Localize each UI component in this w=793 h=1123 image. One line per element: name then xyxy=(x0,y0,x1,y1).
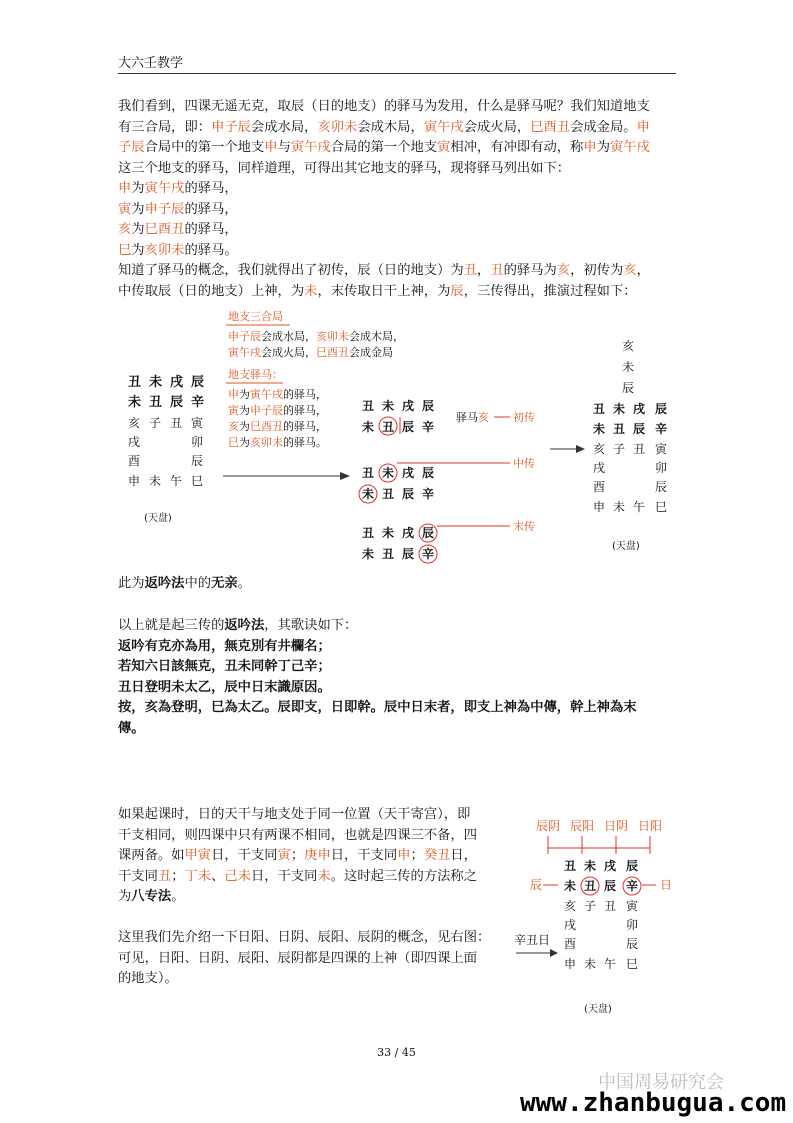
svg-text:中传: 中传 xyxy=(513,457,535,470)
svg-text:丑: 丑 xyxy=(564,859,577,873)
svg-text:辛: 辛 xyxy=(422,487,435,501)
svg-text:辰: 辰 xyxy=(170,395,184,410)
svg-text:未: 未 xyxy=(362,420,375,434)
yin-yang-figure xyxy=(510,808,680,1023)
page-number: 33 / 45 xyxy=(377,1046,416,1059)
svg-text:丑: 丑 xyxy=(170,416,183,430)
svg-text:卯: 卯 xyxy=(191,435,204,449)
svg-text:丑: 丑 xyxy=(382,487,395,501)
svg-text:戌: 戌 xyxy=(564,918,577,932)
svg-text:亥: 亥 xyxy=(593,442,606,456)
svg-text:未: 未 xyxy=(128,395,142,410)
svg-text:未: 未 xyxy=(382,526,395,540)
svg-text:巳: 巳 xyxy=(191,474,204,488)
svg-text:寅: 寅 xyxy=(191,416,204,430)
svg-text:未: 未 xyxy=(593,422,606,436)
svg-text:亥: 亥 xyxy=(128,416,141,430)
svg-text:子: 子 xyxy=(149,416,162,430)
svg-text:未: 未 xyxy=(564,879,577,893)
svg-text:申为寅午戌的驿马，: 申为寅午戌的驿马， xyxy=(228,388,327,401)
svg-text:辰: 辰 xyxy=(191,375,205,390)
svg-text:丑: 丑 xyxy=(362,466,375,480)
svg-text:辰阳: 辰阳 xyxy=(570,819,595,833)
svg-text:辰: 辰 xyxy=(655,480,668,494)
arrow-icon xyxy=(340,472,350,480)
svg-text:未: 未 xyxy=(584,957,597,971)
svg-text:辰: 辰 xyxy=(633,422,646,436)
svg-text:辰: 辰 xyxy=(191,454,204,468)
svg-text:戌: 戌 xyxy=(402,399,415,413)
svg-text:未: 未 xyxy=(149,375,163,390)
svg-text:子: 子 xyxy=(584,899,597,913)
svg-text:巳: 巳 xyxy=(626,957,639,971)
svg-text:辰: 辰 xyxy=(422,466,435,480)
svg-text:丑: 丑 xyxy=(593,402,606,416)
svg-text:卯: 卯 xyxy=(655,461,668,475)
svg-text:戌: 戌 xyxy=(170,375,184,390)
svg-text:辰阴: 辰阴 xyxy=(536,819,561,833)
svg-text:丑: 丑 xyxy=(633,442,646,456)
svg-text:(天盘): (天盘) xyxy=(584,1004,612,1015)
svg-text:午: 午 xyxy=(633,500,646,514)
svg-text:巳为亥卯未的驿马。: 巳为亥卯未的驿马。 xyxy=(228,436,327,449)
svg-text:戌: 戌 xyxy=(633,402,646,416)
svg-text:末传: 末传 xyxy=(513,520,535,533)
svg-text:日阳: 日阳 xyxy=(638,819,663,833)
svg-text:丑: 丑 xyxy=(604,899,617,913)
svg-text:丑: 丑 xyxy=(382,547,395,561)
paragraph-bazhuan: 如果起课时，日的天干与地支处于同一位置（天干寄宫），即 干支相同，则四课中只有两课不相同，也就是四课三不备，四 课两备。如甲寅日，干支同寅；庚申日，干支同申；癸丑日， 干支同丑；丁未、己未日，干支同未。这时起三传的方法称之 为八专法。 这里我们先介绍一下日阳、日阴、辰阳、辰阴的概念，见右图： 可见，日阳、日阴、辰阳、辰阴都是四课的上神（即四课上面 的地支）。 xyxy=(118,807,491,986)
svg-text:未: 未 xyxy=(622,360,635,374)
svg-text:(天盘): (天盘) xyxy=(612,541,640,552)
svg-text:辛: 辛 xyxy=(422,420,435,434)
svg-text:丑: 丑 xyxy=(128,375,142,390)
svg-text:未: 未 xyxy=(382,466,395,480)
svg-text:申: 申 xyxy=(564,957,577,971)
svg-text:辰: 辰 xyxy=(402,487,415,501)
svg-text:申子辰会成水局，亥卯未会成木局，: 申子辰会成水局，亥卯未会成木局， xyxy=(228,330,404,343)
svg-text:未: 未 xyxy=(584,859,597,873)
svg-text:戌: 戌 xyxy=(402,526,415,540)
svg-text:辰: 辰 xyxy=(626,859,639,873)
svg-text:寅为申子辰的驿马，: 寅为申子辰的驿马， xyxy=(228,404,327,417)
svg-text:未: 未 xyxy=(362,487,375,501)
svg-text:亥为巳酉丑的驿马，: 亥为巳酉丑的驿马， xyxy=(228,420,327,433)
paragraph-horse-intro: 我们看到，四课无遥无克，取辰（日的地支）的驿马为发用，什么是驿马呢？我们知道地支 有三合局，即：申子辰会成水局，亥卯未会成木局，寅午戌会成火局，巳酉丑会成金局。申 子辰合局中的第一个地支申与寅午戌合局的第一个地支寅相冲，有冲即有动，称申为寅午戌 这三个地支的驿马，同样道理，可得出其它地支的驿马，现将驿马列出如下： 申为寅午戌的驿马， 寅为申子辰的驿马， 亥为巳酉丑的驿马， 巳为亥卯未的驿马。 知道了驿马的概念，我们就得出了初传，辰（日的地支）为丑，丑的驿马为亥，初传为亥， 中传取辰（日的地支）上神，为未，末传取日干上神，为辰，三传得出，推演过程如下： xyxy=(118,99,650,299)
svg-text:辰: 辰 xyxy=(530,878,543,892)
svg-text:未: 未 xyxy=(362,547,375,561)
svg-text:日阴: 日阴 xyxy=(604,819,629,833)
svg-text:戌: 戌 xyxy=(128,435,141,449)
svg-text:未: 未 xyxy=(613,500,626,514)
svg-text:酉: 酉 xyxy=(593,480,606,494)
fanyin-derivation-figure xyxy=(118,306,678,571)
svg-text:日: 日 xyxy=(660,878,673,892)
svg-text:辰: 辰 xyxy=(402,547,415,561)
svg-text:亥: 亥 xyxy=(622,339,635,353)
paragraph-fanyin-song: 以上就是起三传的返吟法，其歌诀如下： 返吟有克亦為用，無克別有井欄名； 若知六日該無克，丑未同幹丁己辛； 丑日登明未太乙，辰中日末識原因。 按，亥為登明，巳為太乙。辰即支，日即幹。辰中日末者，即支上神為中傳，幹上神為末 傳。 xyxy=(118,618,637,736)
header-title: 大六壬教学 xyxy=(118,56,184,71)
svg-text:丑: 丑 xyxy=(584,879,597,893)
svg-text:丑: 丑 xyxy=(362,399,375,413)
svg-text:寅: 寅 xyxy=(655,442,668,456)
svg-text:辛: 辛 xyxy=(191,395,205,410)
svg-text:未: 未 xyxy=(613,402,626,416)
svg-text:卯: 卯 xyxy=(626,918,639,932)
svg-text:酉: 酉 xyxy=(128,454,141,468)
svg-text:酉: 酉 xyxy=(564,937,577,951)
svg-text:辰: 辰 xyxy=(422,399,435,413)
svg-text:戌: 戌 xyxy=(604,859,617,873)
svg-text:丑: 丑 xyxy=(613,422,626,436)
svg-text:辰: 辰 xyxy=(422,526,435,540)
svg-text:丑: 丑 xyxy=(362,526,375,540)
svg-text:辛: 辛 xyxy=(626,879,639,893)
box-title: 地支三合局 xyxy=(228,310,283,323)
header-rule xyxy=(118,73,676,74)
svg-text:辰: 辰 xyxy=(402,420,415,434)
horse-title: 地支驿马： xyxy=(228,368,283,381)
left-board xyxy=(128,374,204,410)
svg-text:(天盘): (天盘) xyxy=(144,513,172,524)
svg-text:午: 午 xyxy=(170,474,183,488)
svg-text:初传: 初传 xyxy=(513,411,535,424)
svg-text:午: 午 xyxy=(604,957,617,971)
svg-text:寅: 寅 xyxy=(626,899,639,913)
svg-text:戌: 戌 xyxy=(593,461,606,475)
svg-text:巳: 巳 xyxy=(655,500,668,514)
svg-text:丑: 丑 xyxy=(382,420,395,434)
svg-text:未: 未 xyxy=(149,474,162,488)
svg-text:驿马亥: 驿马亥 xyxy=(456,411,489,424)
svg-text:申: 申 xyxy=(593,500,606,514)
svg-text:辰: 辰 xyxy=(655,402,668,416)
svg-text:辛: 辛 xyxy=(422,547,435,561)
svg-text:丑: 丑 xyxy=(149,395,163,410)
paragraph-fanyin-note: 此为返吟法中的无亲。 xyxy=(118,576,251,591)
svg-text:辰: 辰 xyxy=(604,879,617,893)
svg-text:未: 未 xyxy=(382,399,395,413)
faint-watermark: 中国周易研究会 xyxy=(598,1072,724,1093)
svg-text:辛丑日: 辛丑日 xyxy=(514,933,551,947)
svg-text:申: 申 xyxy=(128,474,141,488)
site-watermark: www.zhanbugua.com xyxy=(520,1088,787,1118)
svg-text:辛: 辛 xyxy=(655,422,668,436)
svg-text:辰: 辰 xyxy=(626,937,639,951)
svg-text:子: 子 xyxy=(613,442,626,456)
svg-text:寅午戌会成火局，巳酉丑会成金局: 寅午戌会成火局，巳酉丑会成金局 xyxy=(228,346,393,359)
svg-text:辰: 辰 xyxy=(622,381,635,395)
svg-text:亥: 亥 xyxy=(564,899,577,913)
svg-text:戌: 戌 xyxy=(402,466,415,480)
